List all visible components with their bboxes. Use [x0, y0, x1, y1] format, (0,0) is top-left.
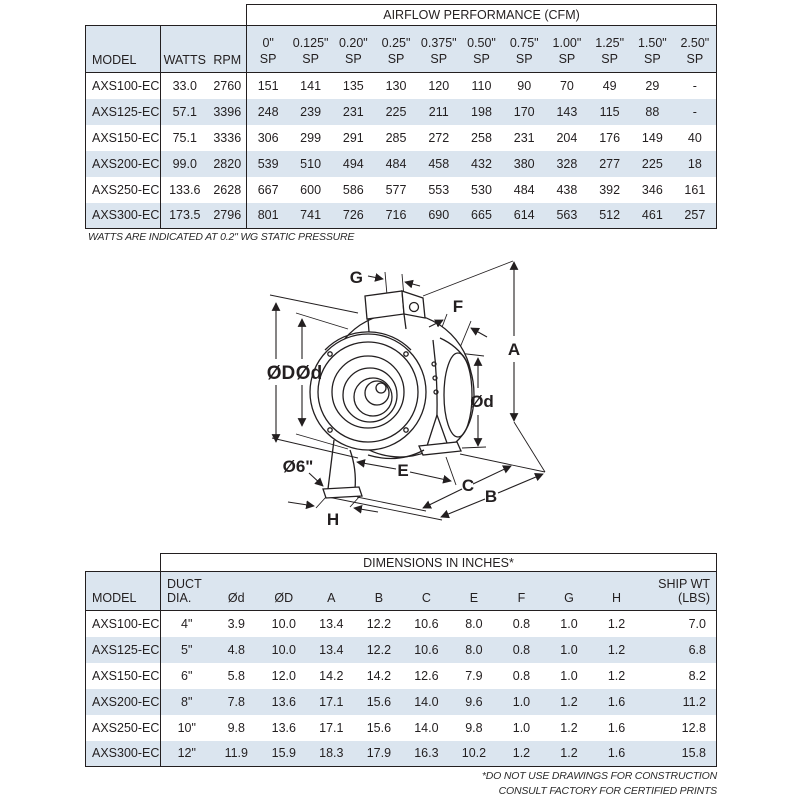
cfm-cell: 135 [342, 78, 364, 93]
col-header-model: MODEL [86, 26, 161, 73]
cfm-cell: 161 [674, 177, 717, 203]
col-header-sp-0 [247, 26, 290, 73]
col-header-sp-10 [674, 26, 717, 73]
col-header-watts: WATTS [161, 26, 209, 73]
dim-cell: 1.0 [498, 689, 546, 715]
watts-cell: 173.5 [161, 203, 209, 229]
junction-box-side [402, 291, 425, 318]
table-row [86, 689, 717, 715]
cfm-cell: 614 [503, 203, 546, 229]
cfm-cell: - [674, 73, 717, 99]
cfm-cell: 248 [247, 99, 290, 125]
rpm-cell: 2760 [209, 73, 247, 99]
cfm-cell: 741 [289, 203, 332, 229]
duct-cell: 6" [181, 668, 193, 683]
col-header-sp-8 [588, 26, 631, 73]
table-row [86, 125, 717, 151]
cfm-cell: 801 [247, 203, 290, 229]
cfm-cell: 257 [674, 203, 717, 229]
cfm-cell: 176 [599, 130, 621, 145]
dimensions-footnote-line2: CONSULT FACTORY FOR CERTIFIED PRINTS [498, 785, 717, 797]
sp-unit: SP [430, 52, 448, 66]
col-header-sp-7 [546, 26, 589, 73]
cfm-cell: 380 [503, 151, 546, 177]
dim-cell: 1.2 [545, 741, 593, 767]
dim-cell: 5.8 [227, 668, 245, 683]
ship-line2: (LBS) [678, 591, 710, 605]
table-row [86, 99, 717, 125]
cfm-cell: 510 [289, 151, 332, 177]
duct-cell: 10" [177, 720, 196, 735]
cfm-cell: 600 [300, 182, 322, 197]
cfm-cell: 299 [300, 130, 322, 145]
cfm-cell: 170 [503, 99, 546, 125]
sp-value: 0.25" [381, 36, 411, 50]
rpm-cell: 3396 [209, 99, 247, 125]
dim-cell: 10.6 [414, 616, 439, 631]
dim-cell: 8.0 [465, 616, 483, 631]
dim-cell: 0.8 [512, 668, 531, 683]
duct-cell: 12" [161, 741, 213, 767]
dim-cell: 18.3 [308, 741, 356, 767]
watts-cell: 133.6 [169, 182, 201, 197]
dim-cell: 11.9 [213, 741, 261, 767]
cfm-cell: 306 [257, 130, 279, 145]
ship-wt-cell: 8.2 [640, 663, 716, 689]
fan-diagram-svg [230, 250, 570, 550]
dim-cell: 9.6 [450, 689, 498, 715]
cfm-cell: 690 [417, 203, 460, 229]
dim-label-phi-d-right: Ød [470, 392, 494, 411]
table-row [86, 611, 717, 637]
dim-cell: 17.9 [355, 741, 403, 767]
dim-cell: 9.8 [465, 720, 483, 735]
sp-unit: SP [344, 52, 362, 66]
dim-cell: 14.2 [366, 668, 392, 683]
sp-value: 2.50" [680, 36, 710, 50]
dim-cell: 1.6 [593, 741, 641, 767]
dimensions-table [85, 553, 717, 767]
dim-cell: 10.0 [271, 616, 296, 631]
col-header-h: H [593, 572, 641, 611]
sp-value: 0.125" [292, 36, 329, 50]
cfm-cell: 461 [631, 203, 674, 229]
dim-label-e: E [397, 461, 409, 480]
model-cell: AXS150-EC [86, 125, 161, 151]
sp-value: 1.50" [637, 36, 667, 50]
col-header-sp-4 [417, 26, 460, 73]
dim-cell: 1.0 [560, 668, 578, 683]
model-cell: AXS150-EC [86, 663, 161, 689]
airflow-table-title: AIRFLOW PERFORMANCE (CFM) [247, 5, 717, 26]
watts-cell: 57.1 [161, 99, 209, 125]
dim-cell: 1.2 [593, 637, 641, 663]
col-header-e: E [450, 572, 498, 611]
cfm-cell: 130 [385, 78, 407, 93]
dim-cell: 1.2 [545, 689, 593, 715]
cfm-cell: 328 [546, 151, 589, 177]
dim-cell: 13.6 [260, 689, 308, 715]
ship-wt-cell: 7.0 [640, 611, 716, 637]
dim-label-a: A [507, 340, 521, 359]
cfm-cell: 563 [546, 203, 589, 229]
dim-label-h: H [326, 510, 340, 529]
cfm-cell: 49 [602, 78, 617, 93]
dim-cell: 12.0 [271, 668, 296, 683]
cfm-cell: 726 [332, 203, 375, 229]
junction-box-front [365, 291, 404, 319]
dim-cell: 1.2 [560, 720, 578, 735]
sp-value: 0.75" [509, 36, 539, 50]
dim-cell: 3.9 [227, 616, 245, 631]
model-cell: AXS250-EC [86, 715, 161, 741]
watts-cell: 99.0 [161, 151, 209, 177]
col-header-sp-3 [375, 26, 418, 73]
model-cell: AXS300-EC [86, 203, 161, 229]
dim-cell: 1.0 [545, 637, 593, 663]
sp-value: 0.375" [420, 36, 457, 50]
cfm-cell: 110 [471, 78, 492, 93]
left-foot-plate [323, 487, 362, 498]
dim-label-phi-d-outer: ØD [266, 363, 296, 384]
dim-cell: 13.6 [271, 720, 296, 735]
sp-value: 0.20" [338, 36, 368, 50]
cfm-cell: 553 [428, 182, 450, 197]
rpm-cell: 2628 [209, 177, 247, 203]
col-header-b: B [355, 572, 403, 611]
ship-line1: SHIP WT [658, 577, 710, 591]
model-cell: AXS125-EC [86, 637, 161, 663]
dim-cell: 1.2 [498, 741, 546, 767]
cfm-cell: 539 [247, 151, 290, 177]
table-corner-spacer [86, 5, 247, 26]
model-cell: AXS100-EC [86, 611, 161, 637]
dim-label-f: F [452, 297, 464, 316]
cfm-cell: 88 [631, 99, 674, 125]
dim-cell: 1.6 [593, 689, 641, 715]
col-header-sp-1 [289, 26, 332, 73]
table-row [86, 637, 717, 663]
dim-cell: 10.6 [403, 637, 451, 663]
dim-cell: 15.6 [366, 720, 392, 735]
cfm-cell: 29 [645, 78, 660, 93]
dim-cell: 14.0 [403, 689, 451, 715]
table-corner-spacer [86, 554, 161, 572]
dim-cell: 10.2 [450, 741, 498, 767]
cfm-cell: 291 [342, 130, 364, 145]
cfm-cell: 258 [471, 130, 492, 145]
cfm-cell: 151 [257, 78, 279, 93]
table-row [86, 741, 717, 767]
airflow-footnote: WATTS ARE INDICATED AT 0.2" WG STATIC PRESSURE [88, 231, 355, 243]
cfm-cell: 577 [385, 182, 407, 197]
dim-cell: 15.6 [355, 689, 403, 715]
col-header-c: C [403, 572, 451, 611]
model-cell: AXS300-EC [86, 741, 161, 767]
cfm-cell: 70 [559, 78, 574, 93]
duct-line1: DUCT [167, 577, 202, 591]
col-header-sp-5 [460, 26, 503, 73]
dim-label-b: B [484, 487, 498, 506]
ship-wt-cell: 6.8 [640, 637, 716, 663]
dim-label-g: G [349, 268, 363, 287]
sp-value: 1.00" [552, 36, 582, 50]
dim-cell: 1.2 [607, 668, 626, 683]
sp-unit: SP [644, 52, 661, 66]
table-row [86, 203, 717, 229]
dim-cell: 7.8 [213, 689, 261, 715]
cfm-cell: 115 [588, 99, 631, 125]
dim-label-phi6: Ø6" [282, 457, 314, 476]
cfm-cell: 716 [375, 203, 418, 229]
model-cell: AXS100-EC [86, 73, 161, 99]
ship-wt-cell: 15.8 [640, 741, 716, 767]
cfm-cell: 141 [300, 78, 322, 93]
dim-cell: 14.0 [414, 720, 439, 735]
cfm-cell: 494 [332, 151, 375, 177]
watts-cell: 75.1 [172, 130, 197, 145]
dimensions-table-title: DIMENSIONS IN INCHES* [161, 554, 717, 572]
dim-cell: 8.0 [450, 637, 498, 663]
col-header-duct-dia [161, 572, 213, 611]
dim-cell: 0.8 [512, 616, 531, 631]
cfm-cell: 204 [556, 130, 578, 145]
dim-cell: 16.3 [403, 741, 451, 767]
airflow-performance-table [85, 4, 717, 229]
col-header-phi-D: ØD [260, 572, 308, 611]
table-row [86, 151, 717, 177]
dim-cell: 15.9 [260, 741, 308, 767]
sp-value: 1.25" [595, 36, 625, 50]
cfm-cell: 143 [546, 99, 589, 125]
dim-cell: 17.1 [319, 720, 344, 735]
cfm-cell: 225 [631, 151, 674, 177]
sp-value: 0" [262, 36, 274, 50]
col-header-g: G [545, 572, 593, 611]
sp-unit: SP [259, 52, 277, 66]
model-cell: AXS200-EC [86, 689, 161, 715]
dim-cell: 14.2 [319, 668, 344, 683]
table-row [86, 73, 717, 99]
dimensions-footnote [482, 769, 717, 799]
watts-cell: 33.0 [172, 78, 197, 93]
cfm-cell: 18 [674, 151, 717, 177]
cfm-cell: 665 [460, 203, 503, 229]
dim-label-c: C [461, 476, 475, 495]
dim-cell: 9.8 [227, 720, 245, 735]
col-header-a: A [308, 572, 356, 611]
dim-cell: 0.8 [498, 637, 546, 663]
dim-cell: 1.6 [607, 720, 626, 735]
dim-cell: 10.0 [260, 637, 308, 663]
sp-unit: SP [601, 52, 618, 66]
model-cell: AXS125-EC [86, 99, 161, 125]
sp-unit: SP [302, 52, 319, 66]
duct-cell: 5" [161, 637, 213, 663]
table-row [86, 715, 717, 741]
cfm-cell: 458 [417, 151, 460, 177]
dim-cell: 12.6 [414, 668, 439, 683]
cfm-cell: 530 [471, 182, 492, 197]
dim-cell: 13.4 [308, 637, 356, 663]
cfm-cell: 346 [641, 182, 663, 197]
cfm-cell: 239 [289, 99, 332, 125]
sp-unit: SP [558, 52, 576, 66]
dim-cell: 12.2 [355, 637, 403, 663]
col-header-sp-6 [503, 26, 546, 73]
dim-cell: 1.0 [512, 720, 531, 735]
table-row [86, 177, 717, 203]
sp-unit: SP [515, 52, 533, 66]
rpm-cell: 2796 [209, 203, 247, 229]
duct-line2: DIA. [167, 591, 192, 605]
outlet-duct [440, 338, 474, 452]
cfm-cell: 231 [332, 99, 375, 125]
col-header-model: MODEL [86, 572, 161, 611]
dim-cell: 13.4 [319, 616, 344, 631]
rpm-cell: 3336 [209, 125, 247, 151]
cfm-cell: 392 [599, 182, 621, 197]
col-header-sp-9 [631, 26, 674, 73]
dim-cell: 7.9 [465, 668, 483, 683]
col-header-rpm: RPM [209, 26, 247, 73]
cfm-cell: 484 [513, 182, 535, 197]
ship-wt-cell: 12.8 [640, 715, 716, 741]
col-header-ship-wt [640, 572, 716, 611]
col-header-f: F [498, 572, 546, 611]
cfm-cell: 438 [556, 182, 578, 197]
dimensions-footnote-line1: *DO NOT USE DRAWINGS FOR CONSTRUCTION [481, 770, 717, 782]
sp-unit: SP [473, 52, 490, 66]
model-cell: AXS250-EC [86, 177, 161, 203]
cfm-cell: 667 [257, 182, 279, 197]
cfm-cell: 231 [513, 130, 535, 145]
model-cell: AXS200-EC [86, 151, 161, 177]
dim-cell: 12.2 [366, 616, 392, 631]
cfm-cell: 225 [375, 99, 418, 125]
cfm-cell: 149 [641, 130, 663, 145]
cfm-cell: 277 [588, 151, 631, 177]
cfm-cell: 432 [460, 151, 503, 177]
cfm-cell: 586 [342, 182, 364, 197]
cfm-cell: 198 [460, 99, 503, 125]
cfm-cell: 90 [517, 78, 532, 93]
ship-wt-cell: 11.2 [640, 689, 716, 715]
dim-cell: 1.0 [560, 616, 578, 631]
table-row [86, 663, 717, 689]
dim-label-phi-d-inner: Ød [295, 363, 323, 384]
duct-cell: 4" [181, 616, 193, 631]
cfm-cell: 285 [385, 130, 407, 145]
dim-cell: 4.8 [213, 637, 261, 663]
cfm-cell: 211 [417, 99, 460, 125]
cfm-cell: 120 [428, 78, 450, 93]
rpm-cell: 2820 [209, 151, 247, 177]
col-header-phi-d: Ød [213, 572, 261, 611]
dim-cell: 17.1 [308, 689, 356, 715]
cfm-cell: 484 [375, 151, 418, 177]
duct-cell: 8" [161, 689, 213, 715]
sp-unit: SP [686, 52, 704, 66]
sp-value: 0.50" [467, 36, 496, 50]
cfm-cell: 272 [428, 130, 450, 145]
dim-cell: 1.2 [607, 616, 626, 631]
cfm-cell: - [674, 99, 717, 125]
col-header-sp-2 [332, 26, 375, 73]
cfm-cell: 40 [674, 125, 717, 151]
cfm-cell: 512 [588, 203, 631, 229]
fan-dimension-diagram [230, 250, 570, 550]
sp-unit: SP [387, 52, 405, 66]
